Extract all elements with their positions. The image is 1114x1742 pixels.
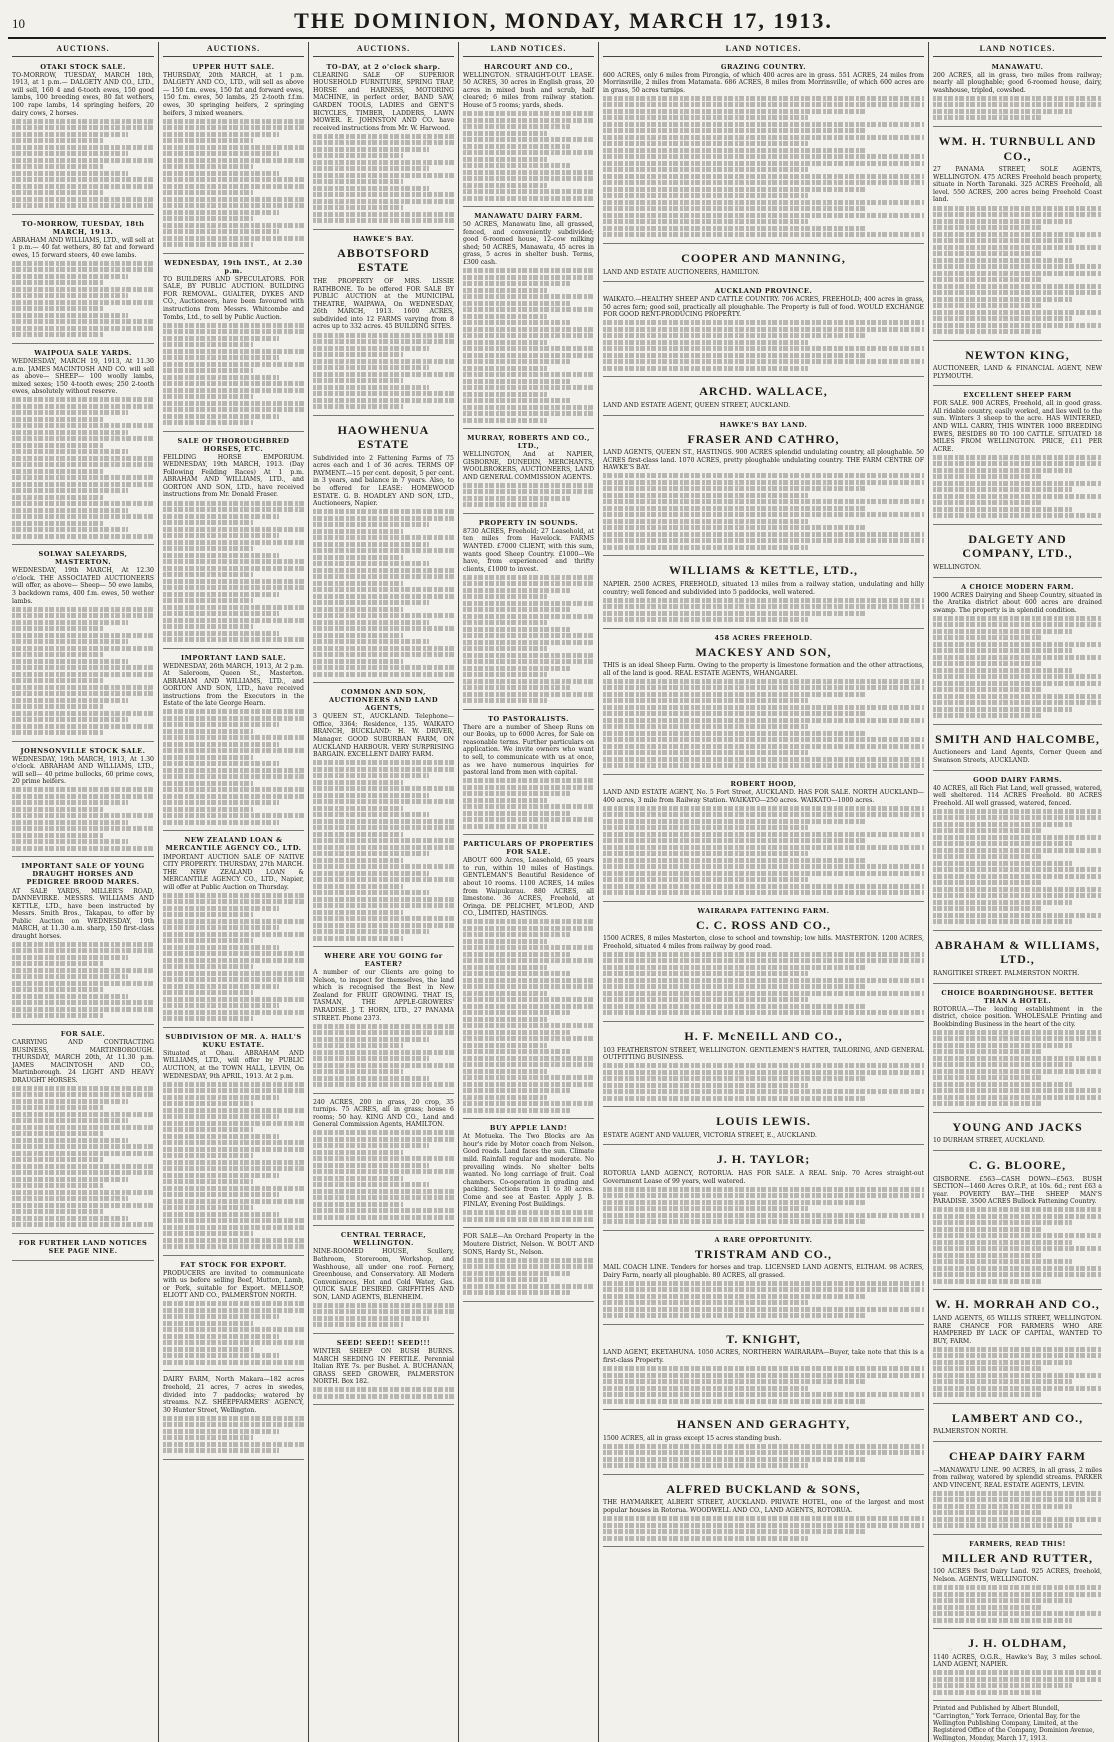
ad-body-text: THE PROPERTY OF MRS. LISSIE RATHBONE. To be offered FOR SALE BY PUBLIC AUCTION at the MUNICIPAL THEATRE, WAIPAWA, On WEDNESDAY, 26th MARCH, 1913. 1600 ACRES, subdivided into 12 FARMS varying from 8 acres up to 332 acres. 45 BUILDING SITES. xyxy=(313,278,454,331)
ad-display-name: WILLIAMS & KETTLE, LTD., xyxy=(669,563,858,578)
ad-heading: A RARE OPPORTUNITY. xyxy=(714,1235,813,1244)
ad-body-text: 103 FEATHERSTON STREET, WELLINGTON. GENTLEMEN'S HATTER, TAILORING, AND GENERAL OUTFITTING BUSINESS. xyxy=(603,1046,924,1062)
ad-body-text: TO BUILDERS AND SPECULATORS. FOR SALE, BY PUBLIC AUCTION. BUILDING FOR REMOVAL. GUALTER, DYKES AND CO., Auctioneers, have been favoured with instructions from Messrs. Whitcombe and Tombs, Ltd., to sell by Public Auction. xyxy=(163,275,304,321)
ad-body-text: —MANAWATU LINE. 90 ACRES, in all grass, 2 miles from railway, watered by splendid streams. PARKER AND VINCENT, REAL ESTATE AGENTS, LEVIN. xyxy=(933,1466,1102,1489)
ad-body-text: 1500 ACRES, 8 miles Masterton, close to school and township; low hills. MASTERTON. 1200 ACRES, Freehold, situated 4 miles from railway by good road. xyxy=(603,935,924,950)
advertisement xyxy=(313,232,454,416)
ad-fine-print xyxy=(163,323,304,426)
ad-fine-print xyxy=(12,942,154,1019)
ad-fine-print xyxy=(603,1281,924,1319)
ad-heading: PARTICULARS OF PROPERTIES FOR SALE. xyxy=(463,840,594,857)
column-heading: AUCTIONS. xyxy=(163,42,304,57)
advertisement xyxy=(463,1121,594,1228)
ad-fine-print xyxy=(933,455,1102,519)
ad-body-text: AT SALE YARDS, MILLER'S ROAD, DANNEVIRKE. MESSRS. WILLIAMS AND KETTLE, LTD., have been instructed by Messrs. Smith Bros., Takapau, to offer by Public Auction on WEDNESDAY, 19th MARCH, at 11.30 a.m. sharp, 150 first-class draught horses. xyxy=(12,887,154,940)
ad-body-text: ESTATE AGENT AND VALUER, VICTORIA STREET, E., AUCKLAND. xyxy=(603,1131,817,1139)
ad-heading: 458 ACRES FREEHOLD. xyxy=(714,633,813,642)
column-heading: LAND NOTICES. xyxy=(603,42,924,57)
ad-heading: FOR FURTHER LAND NOTICES SEE PAGE NINE. xyxy=(18,1238,148,1255)
advertisement xyxy=(603,777,924,902)
advertisement xyxy=(163,256,304,432)
ad-fine-print xyxy=(163,1301,304,1365)
advertisement xyxy=(933,933,1102,984)
ad-display-name: J. H. OLDHAM, xyxy=(968,1636,1067,1651)
ad-display-name: COOPER AND MANNING, xyxy=(681,250,846,265)
ad-fine-print xyxy=(313,1303,454,1328)
ad-display-name: LOUIS LEWIS. xyxy=(716,1114,811,1129)
advertisement xyxy=(933,727,1102,771)
masthead xyxy=(8,6,1106,39)
advertisement xyxy=(933,129,1102,341)
ad-fine-print xyxy=(603,1063,924,1101)
advertisement xyxy=(603,1477,924,1547)
ad-body-text: Situated at Ohau. ABRAHAM AND WILLIAMS, LTD., will offer by PUBLIC AUCTION, at the TOWN HALL, LEVIN, On WEDNESDAY, 9th APRIL, 1913. At 2 p.m. xyxy=(163,1049,304,1080)
ad-display-name: FRASER AND CATHRO, xyxy=(687,431,840,446)
ad-fine-print xyxy=(603,952,924,1016)
advertisement xyxy=(313,1336,454,1405)
ad-display-name: H. F. McNEILL AND CO., xyxy=(684,1028,843,1043)
ad-fine-print xyxy=(463,1210,594,1222)
ad-fine-print xyxy=(933,616,1102,719)
ad-body-text: NAPIER. 2500 ACRES, FREEHOLD, situated 13 miles from a railway station, undulating and hilly country; well fenced and subdivided into 5 paddocks, well watered. xyxy=(603,581,924,596)
column-heading: AUCTIONS. xyxy=(313,42,454,57)
ad-heading: MURRAY, ROBERTS AND CO., LTD., xyxy=(467,434,590,451)
ad-body-text: GISBORNE. £563—CASH DOWN—£563. BUSH SECTION—1460 Acres O.R.P., at 10s. 6d.; rent £63 a year. POVERTY BAY—THE SHEEP MAN'S PARADISE. 3500 ACRES Bullock Fattening Country. xyxy=(933,1175,1102,1206)
ad-body-text: FOR SALE. 900 ACRES, Freehold, all in good grass. All ridable country, easily worked, and lies well to the sun. Winters 3 sheep to the acre. HAS WINTERED, AND WILL CARRY, THIS WINTER 1000 BREEDING EWES, BESIDES 80 TO 100 CATTLE. SITUATED 18 MILES FROM WELLINGTON. PRICE, £11 PER ACRE. xyxy=(933,400,1102,453)
ad-heading: WAIPOUA SALE YARDS. xyxy=(34,348,132,357)
ad-body-text: 600 ACRES, only 6 miles from Pirongia, of which 400 acres are in grass. 551 ACRES, 24 miles from Morrinsville, 2 miles from Matamata. 686 ACRES, 8 miles from Morrinsville, of which 600 acres are in grass, 50 acres turnips. xyxy=(603,71,924,94)
ad-heading: SALE OF THOROUGHBRED HORSES, ETC. xyxy=(177,436,290,453)
advertisement xyxy=(313,949,454,1094)
column-4 xyxy=(458,42,598,1742)
advertisement xyxy=(313,1096,454,1227)
ad-heading: SUBDIVISION OF MR. A. HALL'S KUKU ESTATE. xyxy=(165,1032,302,1049)
ad-fine-print xyxy=(933,809,1102,925)
ad-fine-print xyxy=(933,1670,1102,1695)
ad-body-text: 200 ACRES, all in grass, two miles from railway; nearly all ploughable; good 6-roomed house, dairy, washhouse, tripled, cowshed. xyxy=(933,71,1102,94)
advertisement xyxy=(313,60,454,230)
column-heading: LAND NOTICES. xyxy=(463,42,594,57)
ad-fine-print xyxy=(463,483,594,508)
ad-heading: WHERE ARE YOU GOING for EASTER? xyxy=(324,952,443,969)
ad-fine-print xyxy=(12,119,154,209)
columns xyxy=(8,42,1106,1742)
ad-body-text: At Motueka. The Two Blocks are An hour's ride by Motor coach from Nelson. Good roads. Land faces the sun. Climate mild. Rainfall regular and moderate. No prevailing winds. No shelter belts wanted. No long carriage of fruit. Coal chambers. Co-operation in grading and packing. Sections from 11 to 30 acres. Come and see at Easter. Apply J. B. FINLAY, Evening Post Buildings. xyxy=(463,1133,594,1209)
advertisement xyxy=(933,1537,1102,1629)
ad-body-text: LAND AGENT, EKETAHUNA. 1050 ACRES, NORTHERN WAIRARAPA—Buyer, take note that this is a first-class Property. xyxy=(603,1349,924,1365)
ad-fine-print xyxy=(163,501,304,643)
ad-body-text: NINE-ROOMED HOUSE, Scullery, Bathroom, Storeroom, Workshop, and Washhouse, all under one roof. Fernery, Greenhouse, and Conservatory. All Modern Conveniences, Hot and Cold Water, Gas. QUICK SALE DESIRED. GRIFFITHS AND SON, LAND AGENTS, BLENHEIM. xyxy=(313,1248,454,1301)
ad-heading: TO PASTORALISTS. xyxy=(488,714,569,723)
ad-heading: A CHOICE MODERN FARM. xyxy=(961,582,1074,591)
ad-heading: NEW ZEALAND LOAN & MERCANTILE AGENCY CO., LTD. xyxy=(165,836,302,853)
ad-body-text: THIS is an ideal Sheep Farm. Owing to the property is limestone formation and the other attractions, all of the land is good. REAL ESTATE AGENTS, WHANGAREI. xyxy=(603,662,924,677)
ad-display-name: ALFRED BUCKLAND & SONS, xyxy=(666,1481,861,1496)
ad-fine-print xyxy=(603,1444,924,1469)
ad-fine-print xyxy=(12,787,154,851)
advertisement xyxy=(933,388,1102,524)
ad-body-text: CARRYING AND CONTRACTING BUSINESS, MARTINBOROUGH. THURSDAY, MARCH 20th, At 11.30 p.m. JAMES MACINTOSH AND CO., Martinborough. 24 LIGHT AND HEAVY DRAUGHT HORSES. xyxy=(12,1038,154,1084)
advertisement xyxy=(163,651,304,832)
advertisement xyxy=(463,1230,594,1301)
ad-body-text: WELLINGTON. STRAIGHT-OUT LEASE. 50 ACRES, 30 acres in English grass, 20 acres in mixed bush and scrub, half cleared; 6 miles from railway station. House of 5 rooms; yards, sheds. xyxy=(463,71,594,110)
ad-body-text: WELLINGTON, And at NAPIER, GISBORNE, DUNEDIN, MERCHANTS, WOOLBROKERS, AUCTIONEERS, LAND AND GENERAL COMMISSION AGENTS. xyxy=(463,451,594,481)
ad-heading: CENTRAL TERRACE, WELLINGTON. xyxy=(340,1231,427,1248)
column-2 xyxy=(158,42,308,1742)
ad-heading: GRAZING COUNTRY. xyxy=(720,62,807,71)
ad-body-text: DAIRY FARM, North Makara—182 acres freehold, 21 acres, 7 acres in swedes, divided into 7 paddocks; watered by streams. N.Z. SHEEPFARMERS' AGENCY, 30 Hunter Street, Wellington. xyxy=(163,1376,304,1414)
ad-heading: AUCKLAND PROVINCE. xyxy=(714,287,813,296)
ad-heading: FAT STOCK FOR EXPORT. xyxy=(180,1260,287,1269)
ad-fine-print xyxy=(313,333,454,410)
ad-fine-print xyxy=(463,268,594,423)
advertisement xyxy=(12,346,154,545)
advertisement xyxy=(163,1258,304,1372)
ad-body-text: PRODUCERS are invited to communicate with us before selling Beef, Mutton, Lamb, or Pork, suitable for Export. MELLSOP, ELIOTT AND CO., PALMERSTON NORTH. xyxy=(163,1269,304,1300)
advertisement xyxy=(603,1327,924,1410)
ad-body-text: RANGITIKEI STREET. PALMERSTON NORTH. xyxy=(933,970,1080,977)
ad-body-text: ABRAHAM AND WILLIAMS, LTD., will sell at 1 p.m.— 40 fat wethers, 80 fat and forward ewes, 15 forward steers, 40 ewe lambs. xyxy=(12,236,154,259)
ad-body-text: ROTORUA.—The leading establishment in the district, choice position. WHOLESALE Printing and Bookbinding Business in the heart of the city. xyxy=(933,1005,1102,1028)
ad-body-text: WAIKATO.—HEALTHY SHEEP AND CATTLE COUNTRY. 706 ACRES, FREEHOLD; 400 acres in grass, 50 acres fern; good soil, practically all ploughable. The Property is full of food. WOULD EXCHANGE FOR GOOD RENT-PRODUCING PROPERTY. xyxy=(603,296,924,319)
advertisement xyxy=(933,527,1102,578)
ad-fine-print xyxy=(933,1491,1102,1529)
advertisement xyxy=(163,833,304,1027)
advertisement xyxy=(313,685,454,947)
advertisement xyxy=(933,986,1102,1113)
ad-display-name: SMITH AND HALCOMBE, xyxy=(935,731,1100,746)
advertisement xyxy=(603,379,924,415)
ad-fine-print xyxy=(603,96,924,238)
ad-display-name: J. H. TAYLOR; xyxy=(716,1152,811,1167)
ad-body-text: WINTER SHEEP ON BUSH BURNS. MARCH SEEDING IN FERTILE. Perennial Italian RYE 7s. per Bushel. A. BUCHANAN, GRASS SEED GROWER, PALMERSTON NORTH. Box 182. xyxy=(313,1347,454,1386)
newspaper-title: THE DOMINION, MONDAY, MARCH 17, 1913. xyxy=(294,8,833,33)
ad-body-text: LAND AGENTS, QUEEN ST., HASTINGS. 900 ACRES splendid undulating country, all ploughable. 50 ACRES first-class land. 1070 ACRES, pretty ploughable undulating country. THE FARM CENTRE OF HAWKE'S BAY. xyxy=(603,449,924,472)
ad-heading: WEDNESDAY, 19th INST., At 2.30 p.m. xyxy=(164,258,303,275)
advertisement xyxy=(603,1024,924,1107)
ad-fine-print xyxy=(463,778,594,829)
advertisement xyxy=(603,1109,924,1145)
advertisement xyxy=(933,343,1102,387)
ad-fine-print xyxy=(163,709,304,825)
ad-heading: HAWKE'S BAY. xyxy=(353,234,414,243)
ad-body-text: Auctioneers and Land Agents, Corner Queen and Swanson Streets, AUCKLAND. xyxy=(933,749,1102,764)
ad-body-text: LAND AGENTS, 65 WILLIS STREET, WELLINGTON. RARE CHANCE FOR FARMERS WHO ARE HAMPERED BY LACK OF CAPITAL, WANTED TO BUY, FARM. xyxy=(933,1315,1102,1345)
ad-body-text: MAIL COACH LINE. Tenders for horses and trap. LICENSED LAND AGENTS, ELTHAM. 98 ACRES, Dairy Farm, nearly all ploughable. 80 ACRES, all grassed. xyxy=(603,1264,924,1279)
ad-body-text: ROTORUA LAND AGENCY, ROTORUA. HAS FOR SALE. A REAL Snip. 70 Acres straight-out Government Lease of 99 years, well watered. xyxy=(603,1169,924,1185)
ad-display-name: TRISTRAM AND CO., xyxy=(694,1246,832,1261)
ad-body-text: WEDNESDAY, MARCH 19, 1913, At 11.30 a.m. JAMES MACINTOSH AND CO. will sell as above— SHEEP— 100 woolly lambs, mixed sexes; 150 4-tooth ewes; 250 2-tooth ewes, absolutely without reserve. xyxy=(12,357,154,396)
ad-heading: TO-DAY, at 2 o'clock sharp. xyxy=(326,62,441,71)
ad-body-text: 100 ACRES Best Dairy Land. 925 ACRES, freehold, Nelson. AGENTS, WELLINGTON. xyxy=(933,1568,1102,1583)
advertisement xyxy=(12,60,154,215)
ad-body-text: There are a number of Sheep Runs on our Books, up to 6000 Acres, for Sale on reasonable terms. Further particulars on application. We invite owners who want to sell, to communicate with us at once, as we have numerous inquiries for pastoral land from men with capital. xyxy=(463,723,594,777)
ad-body-text: 1500 ACRES, all in grass except 15 acres standing bush. xyxy=(603,1434,782,1442)
ad-heading: MANAWATU. xyxy=(991,62,1044,71)
ad-heading: IMPORTANT LAND SALE. xyxy=(181,653,286,662)
advertisement xyxy=(603,246,924,282)
ad-heading: ROBERT HOOD, xyxy=(730,779,797,788)
ad-heading: UPPER HUTT SALE. xyxy=(192,62,275,71)
ad-display-name: LAMBERT AND CO., xyxy=(951,1410,1084,1425)
ad-fine-print xyxy=(933,1347,1102,1398)
ad-display-name: C. C. ROSS AND CO., xyxy=(695,917,831,932)
advertisement xyxy=(163,434,304,649)
advertisement xyxy=(933,1631,1102,1701)
ad-display-name: YOUNG AND JACKS xyxy=(952,1119,1083,1134)
ad-display-name: MACKESY AND SON, xyxy=(695,644,832,659)
ad-body-text: Subdivided into 2 Fattening Farms of 75 acres each and 1 of 36 acres. TERMS OF PAYMENT.—15 per cent. deposit, 5 per cent. in 3 years, and balance in 7 years. Also, to be offered for LEASE: HOMEWOOD ESTATE. G. B. HOADLEY AND SON, LTD., Auctioneers, Napier. xyxy=(313,454,454,508)
ad-body-text: 10 DURHAM STREET, AUCKLAND. xyxy=(933,1137,1045,1145)
ad-display-name: CHEAP DAIRY FARM xyxy=(949,1448,1086,1463)
ad-body-text: LAND AND ESTATE AUCTIONEERS, HAMILTON. xyxy=(603,268,760,276)
ad-body-text: CLEARING SALE OF SUPERIOR HOUSEHOLD FURNITURE, SPRING TRAP, HORSE and HARNESS, MOTORING MACHINE, in perfect order, BAND SAW, GARDEN TOOLS, LADIES and GENT'S BICYCLES, TIMBER, LADDERS, LAWN MOWER. E. JOHNSTON AND CO. have received instructions from Mr. W. Harwood. xyxy=(313,71,454,132)
ad-body-text: AUCTIONEER, LAND & FINANCIAL AGENT, NEW PLYMOUTH. xyxy=(933,365,1102,380)
advertisement xyxy=(933,1444,1102,1535)
ad-fine-print xyxy=(313,134,454,224)
advertisement xyxy=(12,547,154,741)
ad-fine-print xyxy=(603,1187,924,1225)
ad-fine-print xyxy=(12,261,154,338)
ad-body-text: WELLINGTON. xyxy=(933,564,982,571)
ad-heading: HAWKE'S BAY LAND. xyxy=(719,420,808,429)
ad-display-name: ABRAHAM & WILLIAMS, LTD., xyxy=(934,937,1101,967)
advertisement xyxy=(933,1153,1102,1290)
advertisement xyxy=(463,431,594,514)
ad-fine-print xyxy=(12,397,154,539)
ad-fine-print xyxy=(603,598,924,623)
ad-fine-print xyxy=(463,111,594,201)
advertisement xyxy=(603,1233,924,1325)
ad-display-name: WM. H. TURNBULL AND CO., xyxy=(938,133,1097,163)
ad-fine-print xyxy=(163,119,304,248)
ad-body-text: 3 QUEEN ST., AUCKLAND. Telephone—Office, 3364; Residence, 135. WAIKATO BRANCH, BUCKLAND: H. W. DRIVER, Manager. GOOD SUBURBAN FARM, ON AUCKLAND HARBOUR. VERY SURPRISING BARGAIN. EXCELLENT DAIRY FARM. xyxy=(313,713,454,759)
ad-heading: EXCELLENT SHEEP FARM xyxy=(963,391,1072,400)
ad-fine-print xyxy=(313,1024,454,1088)
advertisement xyxy=(463,516,594,710)
advertisement xyxy=(933,773,1102,931)
ad-fine-print xyxy=(463,1258,594,1296)
advertisement xyxy=(463,837,594,1119)
ad-heading: BUY APPLE LAND! xyxy=(489,1124,568,1133)
advertisement xyxy=(163,1373,304,1459)
ad-body-text: WEDNESDAY, 26th MARCH, 1913, At 2 p.m. At Saleroom, Queen St., Masterton. ABRAHAM AND WILLIAMS, LTD., and GORTON AND SON, LTD., have received instructions from the Executors in the Estate of the late George Hearn. xyxy=(163,662,304,708)
ad-body-text: IMPORTANT AUCTION SALE OF NATIVE CITY PROPERTY. THURSDAY, 27th MARCH. THE NEW ZEALAND LOAN & MERCANTILE AGENCY CO., LTD., Napier, will offer at Public Auction on Thursday. xyxy=(163,853,304,891)
ad-body-text: 27 PANAMA STREET, SOLE AGENTS, WELLINGTON. 475 ACRES Freehold beach property, situate in North Taranaki. 325 ACRES Freehold, all level. 550 ACRES, 200 acres being Freehold Coast land. xyxy=(933,166,1102,204)
ad-fine-print xyxy=(603,473,924,550)
ad-display-name: ARCHD. WALLACE, xyxy=(699,384,828,399)
ad-fine-print xyxy=(163,1416,304,1454)
ad-heading: MANAWATU DAIRY FARM. xyxy=(474,212,583,221)
advertisement xyxy=(603,1412,924,1475)
ad-fine-print xyxy=(603,320,924,371)
ad-body-text: ABOUT 600 Acres, Leasehold, 65 years to run, within 10 miles of Hastings. GENTLEMAN'S Beautiful Residence of about 10 rooms. 1100 ACRES, 14 miles from Waipukurau. 880 ACRES, all limestone. 36 ACRES, Freehold, at Oringa. DE PELICHET, M'LEOD, AND CO., LIMITED, HASTINGS. xyxy=(463,857,594,918)
ad-fine-print xyxy=(12,607,154,736)
advertisement xyxy=(603,631,924,775)
advertisement xyxy=(933,1115,1102,1151)
ad-display-name: ABBOTSFORD ESTATE xyxy=(337,245,430,275)
advertisement xyxy=(12,744,154,858)
advertisement xyxy=(463,60,594,207)
ad-heading: CHOICE BOARDINGHOUSE. BETTER THAN A HOTEL. xyxy=(941,988,1094,1005)
ad-fine-print xyxy=(313,509,454,677)
ad-heading: SOLWAY SALEYARDS, MASTERTON. xyxy=(38,550,128,567)
ad-body-text: WEDNESDAY, 19th MARCH, At 12.30 o'clock. THE ASSOCIATED AUCTIONEERS will offer, as above— Sheep— 50 ewe lambs, 3 backdown rams, 400 f.m. ewes, 50 wether lambs. xyxy=(12,567,154,605)
ad-display-name: C. G. BLOORE, xyxy=(968,1158,1067,1172)
advertisement xyxy=(463,209,594,429)
ad-fine-print xyxy=(933,206,1102,335)
ad-fine-print xyxy=(313,1387,454,1399)
ad-fine-print xyxy=(313,1130,454,1220)
ad-body-text: 240 ACRES, 200 in grass, 20 crop, 35 turnips. 75 ACRES, all in grass; house 6 rooms; 50 hay. KING AND CO., Land and General Commission Agents, HAMILTON. xyxy=(313,1098,454,1129)
advertisement xyxy=(603,418,924,557)
ad-body-text: FEILDING HORSE EMPORIUM. WEDNESDAY, 19th MARCH, 1913. (Day Following Feilding Races) At 1 p.m. ABRAHAM AND WILLIAMS, LTD., and GORTON AND SON, LTD., have received instructions from Mr. Donald Fraser. xyxy=(163,453,304,499)
ad-heading: FOR SALE. xyxy=(60,1029,106,1038)
column-6 xyxy=(928,42,1106,1742)
advertisement xyxy=(12,1027,154,1234)
column-3 xyxy=(308,42,458,1742)
ad-body-text: FOR SALE—An Orchard Property in the Moutere District, Nelson. W. BOUT AND SONS, Hardy St., Nelson. xyxy=(463,1233,594,1256)
ad-fine-print xyxy=(933,1585,1102,1623)
ad-body-text: 50 ACRES, Manawatu line, all grassed, fenced, and conveniently subdivided; good 6-roomed house, 12-cow milking shed; 50 ACRES, Manawatu, 45 acres in grass, 5 acres in shelter bush. Terms, £300 cash. xyxy=(463,221,594,266)
ad-display-name: MILLER AND RUTTER, xyxy=(941,1550,1094,1565)
ad-body-text: WEDNESDAY, 19th MARCH, 1913, At 1.30 o'clock. ABRAHAM AND WILLIAMS, LTD., will sell— 40 prime bullocks, 60 prime cows, 20 prime heifers. xyxy=(12,755,154,786)
ad-heading: GOOD DAIRY FARMS. xyxy=(973,775,1062,784)
ad-display-name: HANSEN AND GERAGHTY, xyxy=(676,1417,851,1432)
advertisement xyxy=(933,1406,1102,1442)
advertisement xyxy=(313,418,454,684)
ad-fine-print xyxy=(603,679,924,769)
advertisement xyxy=(12,859,154,1025)
ad-fine-print xyxy=(313,760,454,941)
ad-body-text: 8730 ACRES, Freehold; 27 Leasehold, at ten miles from Havelock. FARMS WANTED. £7000 CLIENT, with this sum, wants good Sheep Country. £1000—We have, from experienced and thrifty clients, £1000 to invest. xyxy=(463,527,594,573)
column-1 xyxy=(8,42,158,1742)
ad-body-text: LAND AND ESTATE AGENT, No. 5 Fort Street, AUCKLAND. HAS FOR SALE. NORTH AUCKLAND—400 acres, 3 mile from Railway Station. WAIKATO—250 acres. WAIKATO—1000 acres. xyxy=(603,788,924,804)
advertisement xyxy=(603,904,924,1022)
advertisement xyxy=(933,580,1102,725)
ad-heading: COMMON AND SON, AUCTIONEERS AND LAND AGENTS, xyxy=(328,688,439,713)
advertisement xyxy=(12,217,154,344)
ad-body-text: LAND AND ESTATE AGENT, QUEEN STREET, AUCKLAND. xyxy=(603,402,791,409)
ad-display-name: W. H. MORRAH AND CO., xyxy=(935,1297,1100,1312)
column-5 xyxy=(598,42,928,1742)
ad-body-text: 1140 ACRES, O.G.R., Hawke's Bay, 3 miles school. LAND AGENT, NAPIER. xyxy=(933,1653,1102,1669)
ad-body-text: A number of our Clients are going to Nelson, to inspect for themselves, the land which is recognised the Best in New Zealand for FRUIT GROWING. THAT IS, TASMAN, THE APPLE-GROWERS' PARADISE. J. T. HORN, LTD., 27 PANAMA STREET. Phone 2373. xyxy=(313,969,454,1022)
ad-display-name: HAOWHENUA ESTATE xyxy=(337,422,430,452)
advertisement xyxy=(163,60,304,254)
ad-fine-print xyxy=(933,1030,1102,1107)
ad-heading: OTAKI STOCK SALE. xyxy=(40,62,126,71)
ad-fine-print xyxy=(163,893,304,1022)
advertisement xyxy=(463,712,594,835)
ad-fine-print xyxy=(603,806,924,896)
advertisement xyxy=(933,60,1102,127)
ad-fine-print xyxy=(12,1086,154,1228)
printer-imprint: Printed and Published by Albert Blundell, "Carrington," York Terrace, Oriental Bay, for the Wellington Publishing Company, Limited, at the Registered Office of the Company, Dominion Avenue, Wellington, Monday, March 17, 1913. xyxy=(933,1705,1095,1742)
advertisement xyxy=(603,558,924,628)
column-heading: LAND NOTICES. xyxy=(933,42,1102,57)
ad-body-text: 40 ACRES, all Rich Flat Land, well grassed, watered, well sheltered. 114 ACRES Freehold. 80 ACRES Freehold. All well grassed, watered, fenced. xyxy=(933,784,1102,807)
ad-body-text: PALMERSTON NORTH. xyxy=(933,1428,1009,1436)
ad-heading: JOHNSONVILLE STOCK SALE. xyxy=(20,746,146,755)
advertisement xyxy=(12,1236,154,1261)
advertisement xyxy=(933,1292,1102,1403)
ad-heading: PROPERTY IN SOUNDS. xyxy=(478,518,579,527)
ad-fine-print xyxy=(933,96,1102,121)
ad-heading: IMPORTANT SALE OF YOUNG DRAUGHT HORSES AND PEDIGREE BROOD MARES. xyxy=(21,862,145,887)
ad-body-text: THURSDAY, 20th MARCH, at 1 p.m. DALGETY AND CO., LTD., will sell as above— 150 f.m. ewes, 150 fat and forward ewes, 150 f.m. ewes, 50 lambs, 25 2-tooth f.f.m. ewes, 30 springing heifers, 2 springing heifers, 3 mixed weaners. xyxy=(163,71,304,117)
advertisement xyxy=(313,1228,454,1334)
ad-fine-print xyxy=(463,575,594,704)
ad-display-name: DALGETY AND COMPANY, LTD., xyxy=(962,531,1073,561)
advertisement xyxy=(603,1147,924,1230)
ad-heading: SEED! SEED!! SEED!!! xyxy=(336,1338,431,1347)
ad-display-name: NEWTON KING, xyxy=(965,347,1070,362)
ad-fine-print xyxy=(603,1516,924,1541)
ad-heading: FARMERS, READ THIS! xyxy=(969,1539,1066,1548)
ad-body-text: THE HAYMARKET, ALBERT STREET, AUCKLAND. PRIVATE HOTEL, one of the largest and most popular houses in Rotorua. WOODWELL AND CO., LAND AGENTS, ROTORUA. xyxy=(603,1499,924,1514)
ad-heading: HARCOURT AND CO., xyxy=(484,62,573,71)
ad-heading: TO-MORROW, TUESDAY, 18th MARCH, 1913. xyxy=(21,219,145,236)
ad-fine-print xyxy=(933,1207,1102,1284)
advertisement xyxy=(603,60,924,244)
page-number: 10 xyxy=(12,16,25,31)
ad-fine-print xyxy=(163,1082,304,1250)
advertisement xyxy=(603,284,924,377)
ad-display-name: T. KNIGHT, xyxy=(726,1331,801,1346)
ad-heading: WAIRARAPA FATTENING FARM. xyxy=(697,906,830,915)
ad-fine-print xyxy=(463,919,594,1113)
ad-body-text: 1900 ACRES Dairying and Sheep Country, situated in the Aratika district about 600 acres are drained swamp. The property is in splendid condition. xyxy=(933,591,1102,614)
advertisement xyxy=(163,1030,304,1256)
column-heading: AUCTIONS. xyxy=(12,42,154,57)
ad-body-text: TO-MORROW, TUESDAY, MARCH 18th, 1913, at 1 p.m.— DALGETY AND CO., LTD., will sell, 160 4 and 6-tooth ewes, 150 good lambs, 100 breeding ewes, 80 fat wethers, 100 rape lambs, 14 springing heifers, 20 dairy cows, 2 horses. xyxy=(12,71,154,117)
ad-fine-print xyxy=(603,1366,924,1404)
